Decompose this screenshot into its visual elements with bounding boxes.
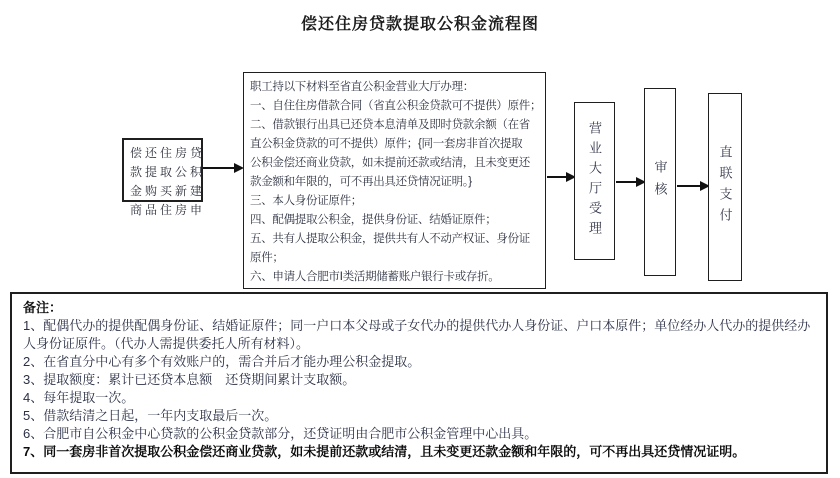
materials-line: 职工持以下材料至省直公积金营业大厅办理：: [250, 81, 474, 93]
materials-line: 公积金偿还商业贷款，如未提前还款或结清，且未变更还: [250, 157, 530, 169]
materials-line: 二、借款银行出具已还贷本息清单及即时贷款余额（在省: [250, 119, 530, 131]
materials-line: 四、配偶提取公积金，提供身份证、结婚证原件；: [250, 214, 497, 226]
note-item-2: 2、在省直分中心有多个有效账户的，需合并后才能办理公积金提取。: [23, 354, 421, 369]
materials-list-node: [243, 72, 546, 289]
note-item-7: 7、同一套房非首次提取公积金偿还商业贷款，如未提前还款或结清，且未变更还款金额和年限的，可不再出具还贷情况证明。: [23, 444, 746, 459]
step-node-review: [644, 88, 676, 276]
start-node-line: 款提取公积: [130, 165, 206, 179]
step-node-direct-payment: [708, 93, 742, 281]
start-node-line: 偿还住房贷: [130, 146, 206, 160]
step-node-label: 审核: [652, 160, 668, 204]
materials-line: 五、共有人提取公积金，提供共有人不动产权证、身份证: [250, 233, 530, 245]
step-node-hall-acceptance: [574, 102, 615, 260]
page-title: 偿还住房贷款提取公积金流程图: [300, 16, 539, 33]
note-item-6: 6、合肥市自公积金中心贷款的公积金贷款部分，还贷证明由合肥市公积金管理中心出具。: [23, 426, 538, 441]
start-node-line: 金购买新建: [130, 184, 206, 198]
note-item-1: 1、配偶代办的提供配偶身份证、结婚证原件；同一户口本父母或子女代办的提供代办人身份证、户口本原件；单位经办人代办的提供经办人身份证原件。（代办人需提供委托人所有材料）。: [23, 318, 811, 351]
flow-arrow: [547, 176, 567, 178]
note-item-4: 4、每年提取一次。: [23, 390, 135, 405]
materials-line: 原件；: [250, 252, 284, 264]
note-item-3: 3、提取额度：累计已还贷本息额 还贷期间累计支取额。: [23, 372, 356, 387]
notes-panel: [10, 292, 828, 474]
step-node-label: 营业大厅受理: [587, 121, 602, 241]
start-node: [122, 138, 206, 217]
materials-line: 款金额和年限的，可不再出具还贷情况证明。}: [250, 176, 472, 188]
materials-line: 六、申请人合肥市Ⅰ类活期储蓄账户银行卡或存折。: [250, 271, 500, 283]
flow-arrow: [203, 167, 235, 169]
flow-arrow: [677, 185, 701, 187]
materials-line: 一、自住住房借款合同（省直公积金贷款可不提供）原件；: [250, 100, 542, 112]
start-node-line-clipped: 商品住房申: [130, 203, 206, 217]
flow-arrow: [616, 181, 637, 183]
materials-line: 直公积金贷款的可不提供）原件；{同一套房非首次提取: [250, 138, 523, 150]
step-node-label: 直联支付: [717, 145, 733, 229]
notes-heading: 备注：: [23, 300, 63, 315]
note-item-5: 5、借款结清之日起，一年内支取最后一次。: [23, 408, 278, 423]
materials-line: 三、本人身份证原件；: [250, 195, 362, 207]
